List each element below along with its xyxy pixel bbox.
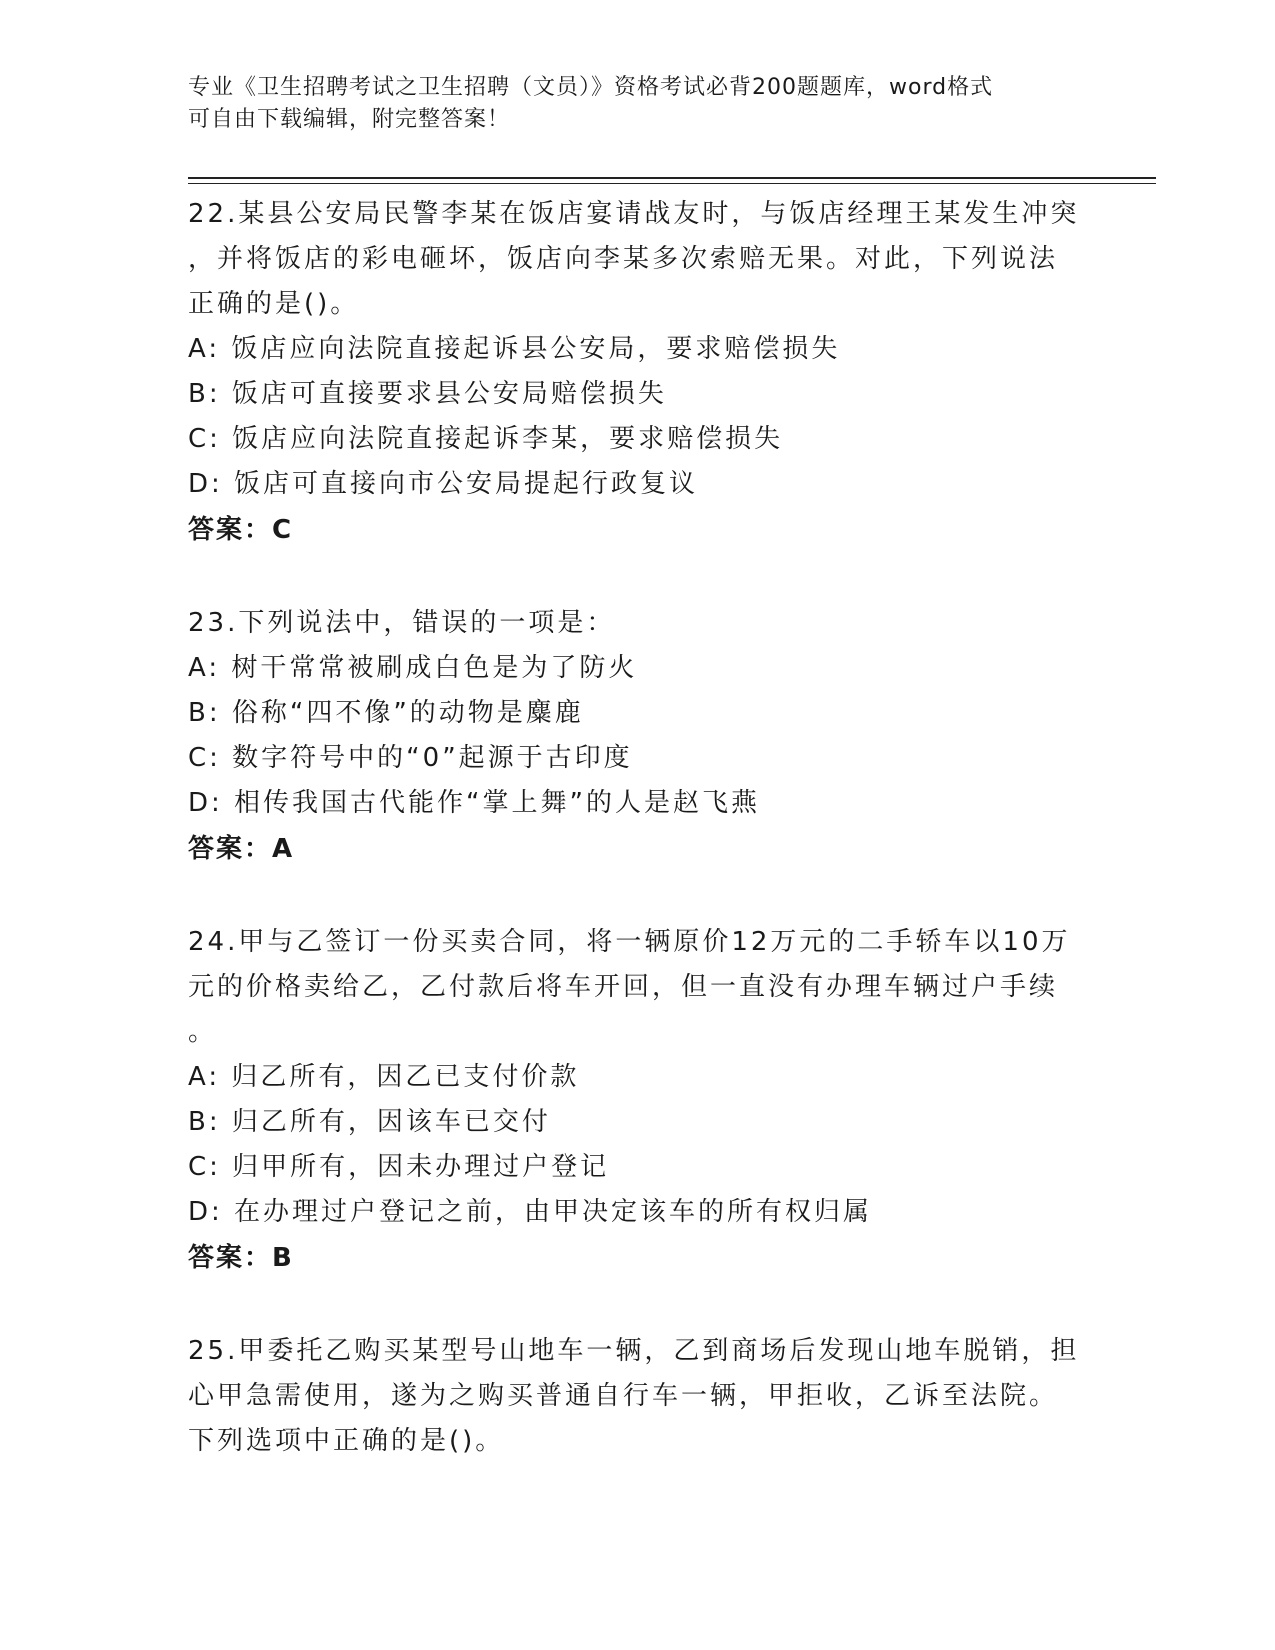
document-header: [188, 72, 1088, 136]
question-line: 正确的是()。: [188, 289, 360, 319]
option-d: D: 相传我国古代能作“掌上舞”的人是赵飞燕: [188, 788, 760, 818]
question-list: [188, 192, 1088, 1512]
question-line: ，并将饭店的彩电砸坏，饭店向李某多次索赔无果。对此，下列说法: [188, 244, 1059, 274]
question-text: [188, 192, 1088, 327]
header-line-2: 可自由下载编辑，附完整答案！: [188, 107, 511, 132]
option-c: C: 数字符号中的“0”起源于古印度: [188, 743, 633, 773]
header-line-1: 专业《卫生招聘考试之卫生招聘（文员）》资格考试必背200题题库，word格式: [188, 75, 994, 100]
option-b: B: 俗称“四不像”的动物是麋鹿: [188, 698, 584, 728]
option-a: A: 树干常常被刷成白色是为了防火: [188, 653, 638, 683]
question-line: 23.下列说法中，错误的一项是：: [188, 608, 616, 638]
option-d: D: 饭店可直接向市公安局提起行政复议: [188, 469, 699, 499]
question-line: 下列选项中正确的是()。: [188, 1426, 505, 1456]
question-line: 24.甲与乙签订一份买卖合同，将一辆原价12万元的二手轿车以10万: [188, 927, 1071, 957]
option-c: C: 归甲所有，因未办理过户登记: [188, 1152, 610, 1182]
option-d: D: 在办理过户登记之前，由甲决定该车的所有权归属: [188, 1197, 873, 1227]
option-a: A: 归乙所有，因乙已支付价款: [188, 1062, 580, 1092]
option-a: A: 饭店应向法院直接起诉县公安局，要求赔偿损失: [188, 334, 841, 364]
question-line: 心甲急需使用，遂为之购买普通自行车一辆，甲拒收，乙诉至法院。: [188, 1381, 1059, 1411]
question-23: [188, 601, 1088, 872]
question-line: 25.甲委托乙购买某型号山地车一辆，乙到商场后发现山地车脱销，担: [188, 1336, 1080, 1366]
question-25: [188, 1329, 1088, 1464]
question-22: [188, 192, 1088, 553]
question-24: [188, 920, 1088, 1281]
option-b: B: 饭店可直接要求县公安局赔偿损失: [188, 379, 667, 409]
header-rule-thin: [188, 183, 1156, 184]
question-line: 22.某县公安局民警李某在饭店宴请战友时，与饭店经理王某发生冲突: [188, 199, 1080, 229]
question-text: [188, 601, 1088, 646]
option-b: B: 归乙所有，因该车已交付: [188, 1107, 551, 1137]
question-text: [188, 920, 1088, 1055]
question-line: 元的价格卖给乙，乙付款后将车开回，但一直没有办理车辆过户手续: [188, 972, 1059, 1002]
answer-label: 答案：A: [188, 834, 295, 864]
option-c: C: 饭店应向法院直接起诉李某，要求赔偿损失: [188, 424, 784, 454]
answer-label: 答案：C: [188, 515, 294, 545]
question-text: [188, 1329, 1088, 1464]
question-line: 。: [188, 1017, 218, 1047]
header-rule-thick: [188, 177, 1156, 179]
answer-label: 答案：B: [188, 1243, 294, 1273]
